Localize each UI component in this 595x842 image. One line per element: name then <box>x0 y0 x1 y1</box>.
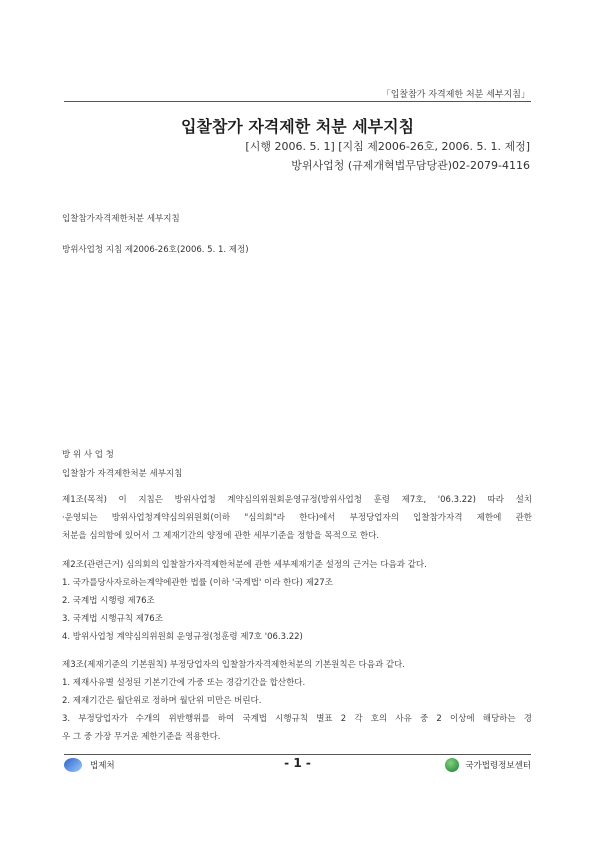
law-center-logo-icon <box>445 758 459 772</box>
article-3-item: 2. 제재기간은 월단위로 정하며 월단위 미만은 버린다. <box>62 696 262 706</box>
enforcement-info: [시행 2006. 5. 1] [지침 제2006-26호, 2006. 5. 1. 제정] <box>245 140 530 153</box>
regulation-name: 입찰참가자격제한처분 세부지침 <box>62 214 180 224</box>
article-2-item: 2. 국계법 시행령 제76조 <box>62 596 155 606</box>
article-2-item: 4. 방위사업청 계약심의위원회 운영규정(청훈령 제7호 '06.3.22) <box>62 632 303 642</box>
article-1-line: 처분을 심의함에 있어서 그 제재기간의 양정에 관한 세부기준을 정함을 목적으로 한다. <box>62 531 380 541</box>
agency-name: 방 위 사 업 청 <box>62 450 114 460</box>
header-divider <box>64 101 531 102</box>
article-1-line: ·운영되는 방위사업청계약심의위원회(이하 "심의회"라 한다)에서 부정당업자의 입찰참가자격 제한에 관한 <box>62 513 532 523</box>
footer-right <box>445 758 531 772</box>
article-3-heading: 제3조(제재기준의 기본원칙) 부정당업자의 입찰참가자격제한처분의 기본원칙은 다음과 같다. <box>62 660 405 670</box>
article-1 <box>62 491 532 545</box>
article-3 <box>62 656 532 746</box>
regulation-citation: 방위사업청 지침 제2006-26호(2006. 5. 1. 제정) <box>62 245 249 255</box>
article-2-heading: 제2조(관련근거) 심의회의 입찰참가자격제한처분에 관한 세부제재기준 설정의 근거는 다음과 같다. <box>62 560 427 570</box>
footer-right-label: 국가법령정보센터 <box>465 761 531 771</box>
footer-left-label: 법제처 <box>90 761 115 771</box>
article-3-item: 우 그 중 가장 무거운 제한기준을 적용한다. <box>62 732 221 742</box>
regulation-subtitle: 입찰참가 자격제한처분 세부지침 <box>62 469 183 479</box>
document-label: 「입찰참가 자격제한 처분 세부지침」 <box>381 90 530 100</box>
agency-contact: 방위사업청 (규제개혁법무담당관)02-2079-4116 <box>291 159 530 172</box>
article-1-line: 제1조(목적) 이 지침은 방위사업청 계약심의위원회운영규정(방위사업청 훈령 제7호, '06.3.22) 따라 설치 <box>62 495 532 505</box>
article-2-item: 1. 국가를당사자로하는계약에관한 법률 (이하 '국계법' 이라 한다) 제27조 <box>62 578 333 588</box>
article-2 <box>62 556 532 646</box>
page-number: - 1 - <box>284 756 311 770</box>
article-3-item: 1. 제재사유별 설정된 기본기간에 가중 또는 경감기간을 합산한다. <box>62 678 306 688</box>
article-3-item: 3. 부정당업자가 수개의 위반행위를 하여 국계법 시행규칙 별표 2 각 호의 사유 중 2 이상에 해당하는 경 <box>62 714 532 724</box>
article-2-item: 3. 국계법 시행규칙 제76조 <box>62 614 163 624</box>
footer-divider <box>64 754 531 755</box>
page-title: 입찰참가 자격제한 처분 세부지침 <box>180 117 415 136</box>
